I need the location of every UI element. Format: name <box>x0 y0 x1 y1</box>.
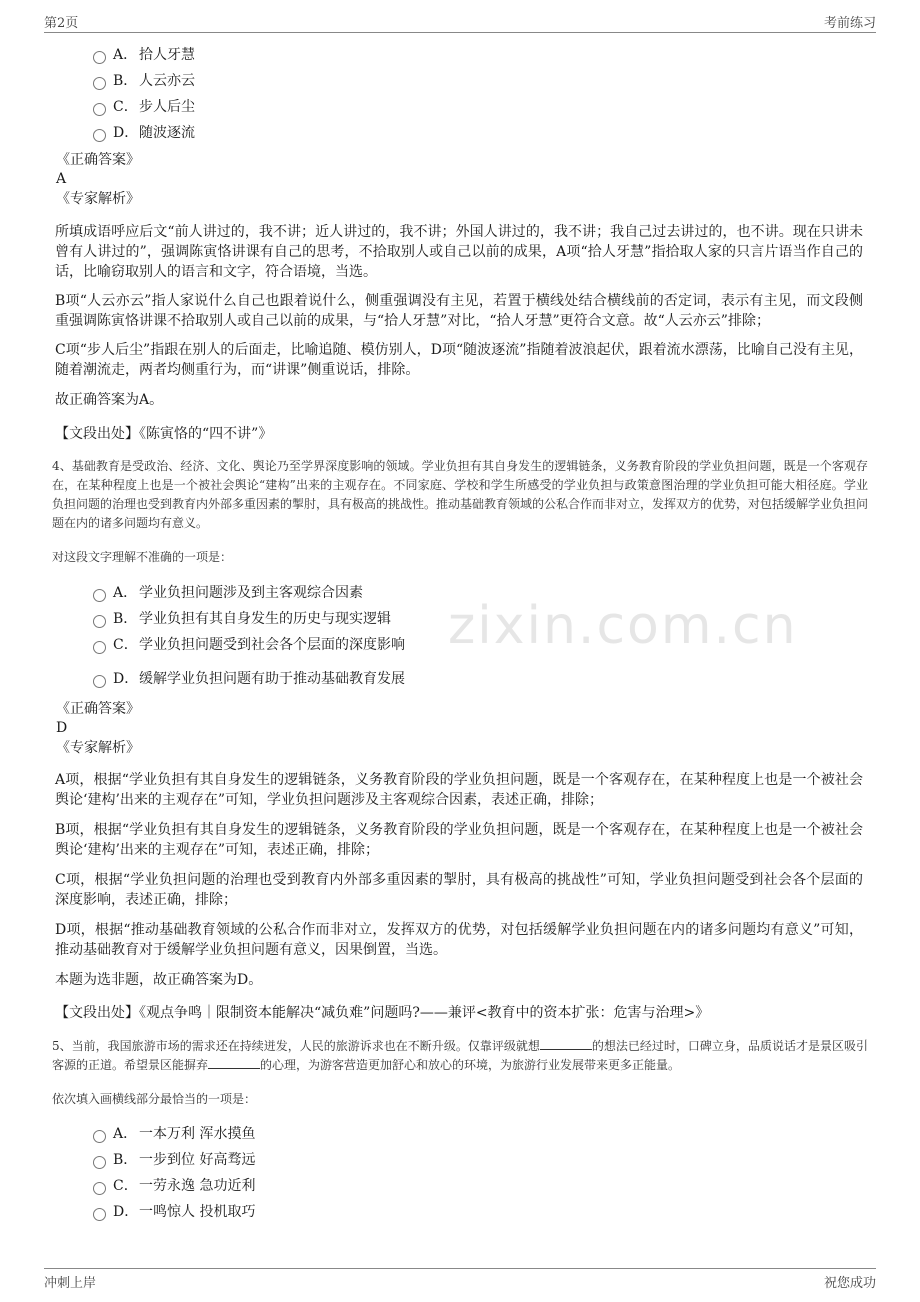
fill-blank[interactable] <box>208 1056 260 1069</box>
q4-conclusion: 本题为选非题，故正确答案为D。 <box>55 972 263 988</box>
q5-passage: 5、当前，我国旅游市场的需求还在持续迸发，人民的旅游诉求也在不断升级。仅靠评级就想 的想法已经过时，口碑立身，品质说话才是景区吸引客源的正道。希望景区能摒弃 的心理，为游客营造更加舒心和放心的环境，为旅游行业发展带来更多正能量。 <box>52 1039 868 1072</box>
radio-icon[interactable] <box>93 1130 106 1143</box>
q4-analysis-paragraph: D项，根据“推动基础教育领域的公私合作而非对立，发挥双方的优势，对包括缓解学业负担问题在内的诸多问题均有意义”可知，推动基础教育对于缓解学业负担问题有意义，因果倒置，当选。 <box>55 922 863 958</box>
fill-blank[interactable] <box>540 1037 592 1050</box>
radio-icon[interactable] <box>93 103 106 116</box>
page-footer <box>44 1268 876 1291</box>
page-header <box>44 12 876 33</box>
q4-passage: 4、基础教育是受政治、经济、文化、舆论乃至学界深度影响的领域。学业负担有其自身发生的逻辑链条，义务教育阶段的学业负担问题，既是一个客观存在，在某种程度上也是一个被社会舆论“建构”出来的主观存在。不同家庭、学校和学生所感受的学业负担与政策意图治理的学业负担可能大相径庭。学业负担问题的治理也受到教育内外部多重因素的掣肘，具有极高的挑战性。推动基础教育领域的公私合作而非对立，发挥双方的优势，对包括缓解学业负担问题在内的诸多问题均有意义。 <box>52 459 869 530</box>
q4-analysis-paragraph: B项，根据“学业负担有其自身发生的逻辑链条，义务教育阶段的学业负担问题，既是一个客观存在，在某种程度上也是一个被社会舆论‘建构’出来的主观存在”可知，表述正确，排除； <box>55 822 863 858</box>
watermark: zixin.com.cn <box>448 596 798 656</box>
q4-analysis-label: 《专家解析》 <box>56 740 140 756</box>
q4-source: 【文段出处】《观点争鸣｜限制资本能解决“减负难”问题吗?——兼评<教育中的资本扩张：危害与治理>》 <box>55 1005 710 1021</box>
radio-icon[interactable] <box>93 589 106 602</box>
radio-icon[interactable] <box>93 1182 106 1195</box>
radio-icon[interactable] <box>93 1208 106 1221</box>
q3-analysis-paragraph: 所填成语呼应后文“前人讲过的，我不讲；近人讲过的，我不讲；外国人讲过的，我不讲；我自己过去讲过的，也不讲。现在只讲未曾有人讲过的”，强调陈寅恪讲课有自己的思考，不拾取别人或自己以前的成果，A项“拾人牙慧”指拾取人家的只言片语当作自己的话，比喻窃取别人的语言和文字，符合语境，当选。 <box>55 224 863 280</box>
radio-icon[interactable] <box>93 129 106 142</box>
q4-analysis-paragraph: A项，根据“学业负担有其自身发生的逻辑链条，义务教育阶段的学业负担问题，既是一个客观存在，在某种程度上也是一个被社会舆论‘建构’出来的主观存在”可知，学业负担问题涉及主客观综合因素，表述正确，排除； <box>55 772 863 808</box>
footer-right: 祝您成功 <box>823 1276 876 1291</box>
q3-source: 【文段出处】《陈寅恪的“四不讲”》 <box>55 426 273 442</box>
q3-answer: A <box>56 171 67 187</box>
radio-icon[interactable] <box>93 641 106 654</box>
radio-icon[interactable] <box>93 1156 106 1169</box>
footer-left: 冲刺上岸 <box>44 1276 97 1291</box>
q4-analysis-paragraph: C项，根据“学业负担问题的治理也受到教育内外部多重因素的掣肘，具有极高的挑战性”可知，学业负担问题受到社会各个层面的深度影响，表述正确，排除； <box>55 872 863 908</box>
radio-icon[interactable] <box>93 77 106 90</box>
q3-analysis-paragraph: C项“步人后尘”指跟在别人的后面走，比喻追随、模仿别人，D项“随波逐流”指随着波浪起伏，跟着流水漂荡，比喻自己没有主见，随着潮流走，两者均侧重行为，而“讲课”侧重说话，排除。 <box>55 342 863 378</box>
header-title: 考前练习 <box>823 16 876 31</box>
radio-icon[interactable] <box>93 615 106 628</box>
radio-icon[interactable] <box>93 51 106 64</box>
page-number: 第2页 <box>44 16 79 31</box>
q4-question: 对这段文字理解不准确的一项是： <box>52 550 233 564</box>
q3-analysis-label: 《专家解析》 <box>56 191 140 207</box>
q5-question: 依次填入画横线部分最恰当的一项是： <box>52 1092 257 1106</box>
q3-answer-label: 《正确答案》 <box>56 152 140 168</box>
q4-answer-label: 《正确答案》 <box>56 701 140 717</box>
radio-icon[interactable] <box>93 675 106 688</box>
q3-conclusion: 故正确答案为A。 <box>55 392 164 408</box>
q3-analysis-paragraph: B项“人云亦云”指人家说什么自己也跟着说什么，侧重强调没有主见，若置于横线处结合横线前的否定词，表示有主见，而文段侧重强调陈寅恪讲课不拾取别人或自己以前的成果，与“拾人牙慧”对比，“拾人牙慧”更符合文意。故“人云亦云”排除； <box>55 293 863 329</box>
q4-answer: D <box>56 720 68 736</box>
